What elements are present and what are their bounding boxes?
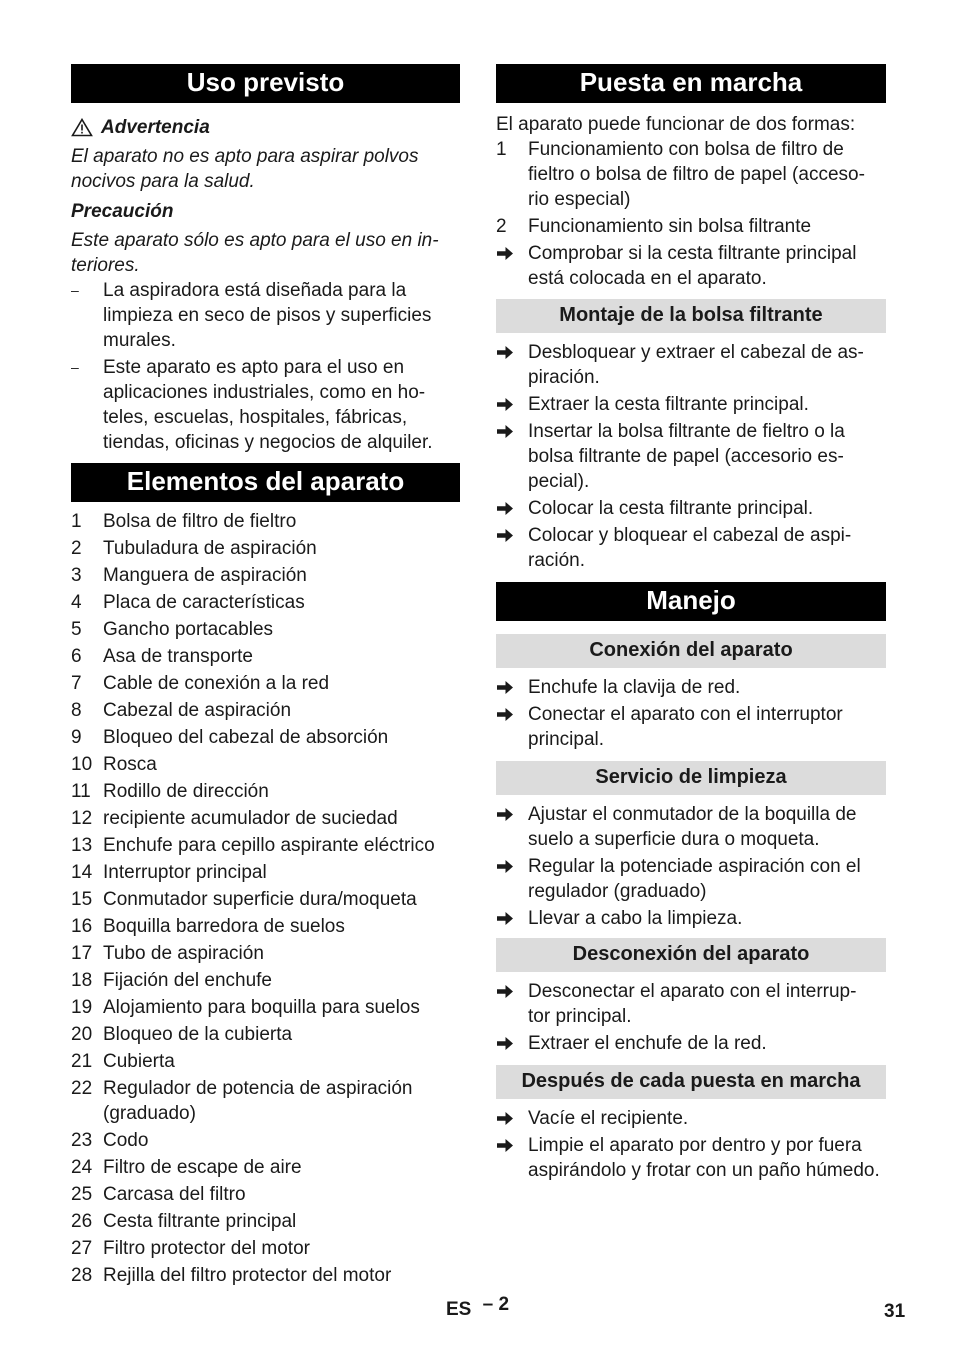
item-text (528, 241, 886, 291)
item-text (103, 563, 460, 588)
item-text-line: Vacíe el recipiente. (528, 1108, 689, 1129)
elementos-list (71, 509, 460, 1288)
item-number: 21 (71, 1051, 93, 1072)
arrow-right-icon (496, 979, 528, 1029)
item-text-line: Ajustar el conmutador de la boquilla de (528, 804, 857, 825)
item-text-line: bolsa filtrante de papel (accesorio es- (528, 446, 844, 467)
item-text-line: regulador (graduado) (528, 881, 707, 902)
item-number: 16 (71, 916, 93, 937)
arrow-right-icon (496, 675, 528, 700)
puesta-intro: El aparato puede funcionar de dos formas: (496, 114, 856, 135)
list-item (71, 1076, 460, 1126)
item-text (103, 671, 460, 696)
list-item (71, 1022, 460, 1047)
item-number: 23 (71, 1130, 93, 1151)
item-text (103, 644, 460, 669)
item-text (103, 278, 460, 353)
item-text-line: pecial). (528, 471, 590, 492)
item-text-line: Cubierta (103, 1051, 175, 1072)
item-text (528, 137, 886, 212)
item-text (103, 725, 460, 750)
item-text-line: Extraer la cesta filtrante principal. (528, 394, 809, 415)
puesta-steps (496, 241, 886, 291)
montaje-steps (496, 340, 886, 573)
item-text-line: aspirándolo y frotar con un paño húmedo. (528, 1160, 880, 1181)
list-item (71, 536, 460, 561)
item-text-line: limpieza en seco de pisos y superficies (103, 305, 432, 326)
item-text-line: La aspiradora está diseñada para la (103, 280, 407, 301)
item-text (528, 340, 886, 390)
item-number: 7 (71, 673, 82, 694)
item-number: 5 (71, 619, 82, 640)
item-text-line: Placa de características (103, 592, 305, 613)
list-item (496, 340, 886, 390)
item-text-line: está colocada en el aparato. (528, 268, 767, 289)
item-text (103, 887, 460, 912)
arrow-right-icon (496, 340, 528, 390)
item-text-line: fieltro o bolsa de filtro de papel (acceso- (528, 164, 865, 185)
item-text (103, 833, 460, 858)
item-text-line: Asa de transporte (103, 646, 253, 667)
servicio-steps (496, 802, 886, 931)
item-number: 13 (71, 835, 93, 856)
subsection-servicio-title: Servicio de limpieza (496, 761, 886, 795)
list-item (496, 979, 886, 1029)
page-number: 31 (884, 1301, 906, 1322)
list-item (71, 509, 460, 534)
item-text-line: Cabezal de aspiración (103, 700, 292, 721)
item-text-line: Comprobar si la cesta filtrante principal (528, 243, 857, 264)
item-text-line: suelo a superficie dura o moqueta. (528, 829, 820, 850)
item-text (103, 968, 460, 993)
left-column (71, 64, 460, 1288)
arrow-right-icon (496, 906, 528, 931)
item-text (528, 1133, 886, 1183)
item-text-line: ración. (528, 550, 586, 571)
item-text (103, 806, 460, 831)
item-text-line: Conectar el aparato con el interruptor (528, 704, 843, 725)
item-text-line: Filtro de escape de aire (103, 1157, 302, 1178)
item-text-line: Interruptor principal (103, 862, 267, 883)
item-text-line: Rodillo de dirección (103, 781, 269, 802)
uso-bullet-list (71, 278, 460, 455)
item-text (528, 906, 886, 931)
arrow-right-icon (496, 854, 528, 904)
footer-section-marker: – 2 (482, 1294, 510, 1315)
item-text (103, 1182, 460, 1207)
item-text (528, 496, 886, 521)
item-text-line: Boquilla barredora de suelos (103, 916, 345, 937)
arrow-right-icon (496, 802, 528, 852)
item-text-line: Enchufe para cepillo aspirante eléctrico (103, 835, 435, 856)
list-item (71, 1236, 460, 1261)
list-item (496, 906, 886, 931)
arrow-right-icon (496, 1031, 528, 1056)
section-elementos-title: Elementos del aparato (71, 463, 460, 502)
list-item (71, 617, 460, 642)
caution-text: Este aparato sólo es apto para el uso en in- teriores. (71, 230, 439, 276)
item-number: 10 (71, 754, 93, 775)
subsection-despues-title: Después de cada puesta en marcha (496, 1065, 886, 1099)
list-item (71, 644, 460, 669)
list-item (71, 355, 460, 455)
despues-steps (496, 1106, 886, 1183)
item-text-line: Funcionamiento con bolsa de filtro de (528, 139, 844, 160)
item-text-line: Codo (103, 1130, 149, 1151)
warning-text: El aparato no es apto para aspirar polvos nocivos para la salud. (71, 146, 419, 192)
warning-triangle-icon (71, 118, 93, 137)
item-text-line: Carcasa del filtro (103, 1184, 246, 1205)
item-text-line: Desconectar el aparato con el interrup- (528, 981, 857, 1002)
item-text-line: Funcionamiento sin bolsa filtrante (528, 216, 812, 237)
item-text (103, 1128, 460, 1153)
list-item (71, 671, 460, 696)
arrow-right-icon (496, 523, 528, 573)
item-number: 25 (71, 1184, 93, 1205)
warning-heading (71, 115, 460, 140)
list-item (71, 698, 460, 723)
item-text (103, 590, 460, 615)
item-text-line: Bolsa de filtro de fieltro (103, 511, 297, 532)
item-number: 2 (71, 538, 82, 559)
item-text (528, 1106, 886, 1131)
list-item (496, 1133, 886, 1183)
list-marker: – (71, 359, 79, 375)
list-item (71, 725, 460, 750)
item-text (103, 914, 460, 939)
item-text (528, 392, 886, 417)
list-item (71, 752, 460, 777)
item-number: 15 (71, 889, 93, 910)
item-text-line: recipiente acumulador de suciedad (103, 808, 398, 829)
item-text (103, 1049, 460, 1074)
item-text (103, 536, 460, 561)
list-item (71, 806, 460, 831)
subsection-desconexion-title: Desconexión del aparato (496, 938, 886, 972)
item-text (528, 979, 886, 1029)
item-text-line: Gancho portacables (103, 619, 274, 640)
list-item (496, 496, 886, 521)
item-number: 2 (496, 216, 507, 237)
item-number: 19 (71, 997, 93, 1018)
item-text-line: Colocar la cesta filtrante principal. (528, 498, 814, 519)
list-item (71, 1263, 460, 1288)
item-number: 28 (71, 1265, 93, 1286)
item-text (528, 214, 886, 239)
item-number: 14 (71, 862, 93, 883)
item-text-line: Rejilla del filtro protector del motor (103, 1265, 392, 1286)
item-text (103, 779, 460, 804)
arrow-right-icon (496, 1106, 528, 1131)
item-text-line: Conmutador superficie dura/moqueta (103, 889, 417, 910)
arrow-right-icon (496, 702, 528, 752)
list-item (71, 1049, 460, 1074)
item-text (103, 752, 460, 777)
item-text-line: Tubuladura de aspiración (103, 538, 317, 559)
list-item (71, 590, 460, 615)
arrow-right-icon (496, 392, 528, 417)
caution-label: Precaución (71, 201, 174, 222)
item-text-line: Fijación del enchufe (103, 970, 272, 991)
item-text-line: Colocar y bloquear el cabezal de aspi- (528, 525, 852, 546)
item-number: 27 (71, 1238, 93, 1259)
list-item (71, 860, 460, 885)
item-text-line: Limpie el aparato por dentro y por fuera (528, 1135, 862, 1156)
item-text-line: teles, escuelas, hospitales, fábricas, (103, 407, 408, 428)
item-number: 8 (71, 700, 82, 721)
item-text-line: tor principal. (528, 1006, 632, 1027)
item-text-line: aplicaciones industriales, como en ho- (103, 382, 426, 403)
desconexion-steps (496, 979, 886, 1056)
list-item (71, 941, 460, 966)
item-text-line: Llevar a cabo la limpieza. (528, 908, 743, 929)
item-number: 11 (71, 781, 91, 802)
item-text (528, 1031, 886, 1056)
item-text-line: piración. (528, 367, 600, 388)
subsection-conexion-title: Conexión del aparato (496, 634, 886, 668)
list-item (71, 779, 460, 804)
item-text-line: principal. (528, 729, 605, 750)
arrow-right-icon (496, 1133, 528, 1183)
list-item (496, 137, 886, 212)
item-text-line: (graduado) (103, 1103, 196, 1124)
item-number: 22 (71, 1078, 93, 1099)
item-number: 12 (71, 808, 93, 829)
list-item (71, 563, 460, 588)
list-item (496, 419, 886, 494)
item-text (528, 702, 886, 752)
item-number: 20 (71, 1024, 93, 1045)
item-number: 1 (496, 139, 507, 160)
list-item (496, 675, 886, 700)
item-text-line: Alojamiento para boquilla para suelos (103, 997, 420, 1018)
footer-language-code: ES – 2 (446, 1294, 510, 1320)
section-puesta-title: Puesta en marcha (496, 64, 886, 103)
list-item (71, 833, 460, 858)
item-text-line: tiendas, oficinas y negocios de alquiler. (103, 432, 433, 453)
list-item (71, 1128, 460, 1153)
right-column (496, 64, 886, 1183)
item-text (103, 1155, 460, 1180)
list-item (71, 914, 460, 939)
item-text-line: Bloqueo del cabezal de absorción (103, 727, 389, 748)
puesta-numbered-list (496, 137, 886, 239)
item-number: 24 (71, 1157, 93, 1178)
item-text (528, 419, 886, 494)
item-text-line: Manguera de aspiración (103, 565, 307, 586)
item-text-line: rio especial) (528, 189, 631, 210)
list-item (71, 278, 460, 353)
list-item (496, 1106, 886, 1131)
list-item (496, 1031, 886, 1056)
item-text (103, 1236, 460, 1261)
list-item (496, 523, 886, 573)
item-text (528, 523, 886, 573)
item-text (103, 355, 460, 455)
arrow-right-icon (496, 419, 528, 494)
list-item (71, 1209, 460, 1234)
list-item (71, 887, 460, 912)
section-manejo-title: Manejo (496, 582, 886, 621)
item-text-line: Enchufe la clavija de red. (528, 677, 741, 698)
item-text-line: Insertar la bolsa filtrante de fieltro o la (528, 421, 845, 442)
item-text (103, 995, 460, 1020)
item-text-line: Este aparato es apto para el uso en (103, 357, 405, 378)
item-number: 6 (71, 646, 82, 667)
item-text-line: Desbloquear y extraer el cabezal de as- (528, 342, 864, 363)
item-number: 3 (71, 565, 82, 586)
list-item (496, 214, 886, 239)
item-text (528, 675, 886, 700)
item-number: 4 (71, 592, 82, 613)
item-text (103, 509, 460, 534)
section-uso-previsto-title: Uso previsto (71, 64, 460, 103)
item-text-line: murales. (103, 330, 176, 351)
item-number: 17 (71, 943, 93, 964)
item-text (103, 1263, 460, 1288)
list-marker: – (71, 282, 79, 298)
list-item (496, 802, 886, 852)
list-item (496, 392, 886, 417)
item-text-line: Bloqueo de la cubierta (103, 1024, 293, 1045)
conexion-steps (496, 675, 886, 752)
item-text (103, 1076, 460, 1126)
list-item (71, 968, 460, 993)
list-item (496, 241, 886, 291)
item-number: 18 (71, 970, 93, 991)
item-number: 1 (71, 511, 82, 532)
list-item (71, 1155, 460, 1180)
item-text (103, 860, 460, 885)
item-text-line: Cesta filtrante principal (103, 1211, 297, 1232)
item-number: 26 (71, 1211, 93, 1232)
item-text (103, 941, 460, 966)
list-item (71, 1182, 460, 1207)
item-text-line: Filtro protector del motor (103, 1238, 310, 1259)
item-text-line: Extraer el enchufe de la red. (528, 1033, 767, 1054)
item-text (103, 1209, 460, 1234)
item-number: 9 (71, 727, 82, 748)
list-item (71, 995, 460, 1020)
item-text (528, 802, 886, 852)
list-item (496, 854, 886, 904)
item-text-line: Tubo de aspiración (103, 943, 264, 964)
item-text (528, 854, 886, 904)
arrow-right-icon (496, 241, 528, 291)
item-text (103, 698, 460, 723)
warning-label: Advertencia (101, 117, 210, 138)
arrow-right-icon (496, 496, 528, 521)
item-text (103, 617, 460, 642)
list-item (496, 702, 886, 752)
item-text-line: Regular la potenciade aspiración con el (528, 856, 861, 877)
item-text-line: Rosca (103, 754, 157, 775)
item-text-line: Cable de conexión a la red (103, 673, 330, 694)
subsection-montaje-title: Montaje de la bolsa filtrante (496, 299, 886, 333)
item-text-line: Regulador de potencia de aspiración (103, 1078, 413, 1099)
item-text (103, 1022, 460, 1047)
